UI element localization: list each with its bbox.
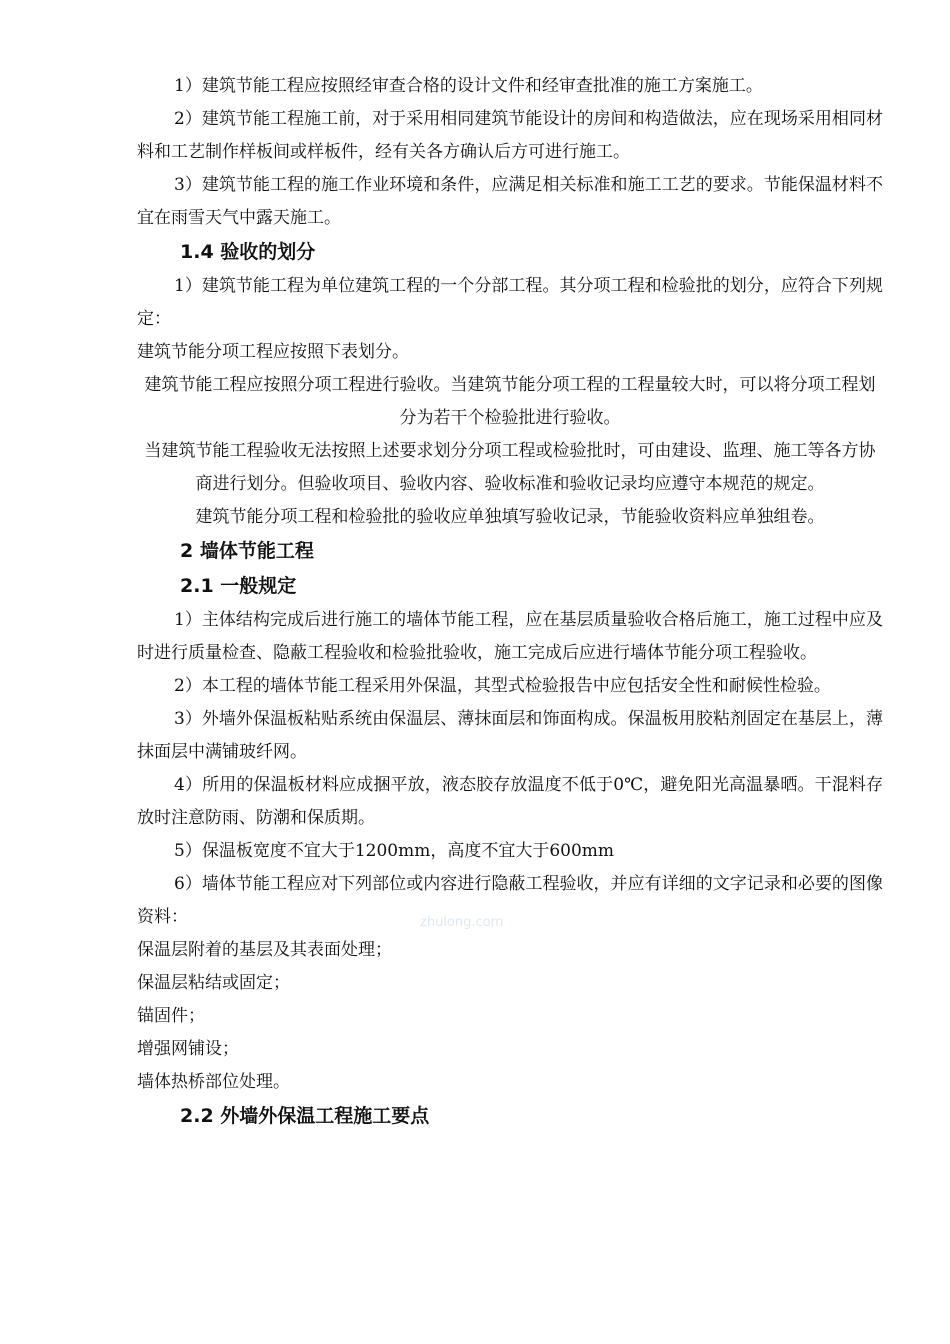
paragraph-5: 建筑节能分项工程应按照下表划分。 [137, 342, 409, 362]
paragraph-13: 5）保温板宽度不宜大于1200mm，高度不宜大于600mm [174, 841, 615, 861]
paragraph-12: 4）所用的保温板材料应成捆平放，液态胶存放温度不低于0℃，避免阳光高温暴晒。干混料存放时注意防雨、防潮和保质期。 [137, 775, 883, 828]
paragraph-1: 1）建筑节能工程应按照经审查合格的设计文件和经审查批准的施工方案施工。 [174, 76, 763, 96]
paragraph-8: 建筑节能分项工程和检验批的验收应单独填写验收记录，节能验收资料应单独组卷。 [195, 507, 825, 527]
paragraph-10: 2）本工程的墙体节能工程采用外保温，其型式检验报告中应包括安全性和耐候性检验。 [174, 676, 831, 696]
paragraph-6: 建筑节能工程应按照分项工程进行验收。当建筑节能分项工程的工程量较大时，可以将分项工程划分为若干个检验批进行验收。 [144, 375, 876, 428]
list-item: 墙体热桥部位处理。 [137, 1072, 290, 1092]
paragraph-11: 3）外墙外保温板粘贴系统由保温层、薄抹面层和饰面构成。保温板用胶粘剂固定在基层上，薄抹面层中满铺玻纤网。 [137, 709, 883, 762]
chapter-heading-2: 2 墙体节能工程 [180, 540, 314, 562]
list-item: 增强网铺设； [137, 1039, 239, 1059]
section-heading-2-1: 2.1 一般规定 [180, 575, 297, 597]
paragraph-3: 3）建筑节能工程的施工作业环境和条件，应满足相关标准和施工工艺的要求。节能保温材料不宜在雨雪天气中露天施工。 [137, 175, 883, 228]
list-item: 锚固件； [137, 1006, 205, 1026]
paragraph-9: 1）主体结构完成后进行施工的墙体节能工程，应在基层质量验收合格后施工，施工过程中应及时进行质量检查、隐蔽工程验收和检验批验收，施工完成后应进行墙体节能分项工程验收。 [137, 610, 883, 663]
section-heading-1-4: 1.4 验收的划分 [180, 241, 316, 263]
paragraph-7: 当建筑节能工程验收无法按照上述要求划分分项工程或检验批时，可由建设、监理、施工等各方协商进行划分。但验收项目、验收内容、验收标准和验收记录均应遵守本规范的规定。 [144, 441, 876, 494]
paragraph-4: 1）建筑节能工程为单位建筑工程的一个分部工程。其分项工程和检验批的划分，应符合下列规定： [137, 276, 883, 329]
section-heading-2-2: 2.2 外墙外保温工程施工要点 [180, 1105, 430, 1127]
watermark: zhulong.com [420, 915, 504, 930]
paragraph-14: 6）墙体节能工程应对下列部位或内容进行隐蔽工程验收，并应有详细的文字记录和必要的图像资料： [137, 874, 883, 927]
list-item: 保温层附着的基层及其表面处理； [137, 940, 392, 960]
paragraph-2: 2）建筑节能工程施工前，对于采用相同建筑节能设计的房间和构造做法，应在现场采用相同材料和工艺制作样板间或样板件，经有关各方确认后方可进行施工。 [137, 109, 883, 162]
document-body [137, 70, 883, 1134]
list-item: 保温层粘结或固定； [137, 973, 290, 993]
